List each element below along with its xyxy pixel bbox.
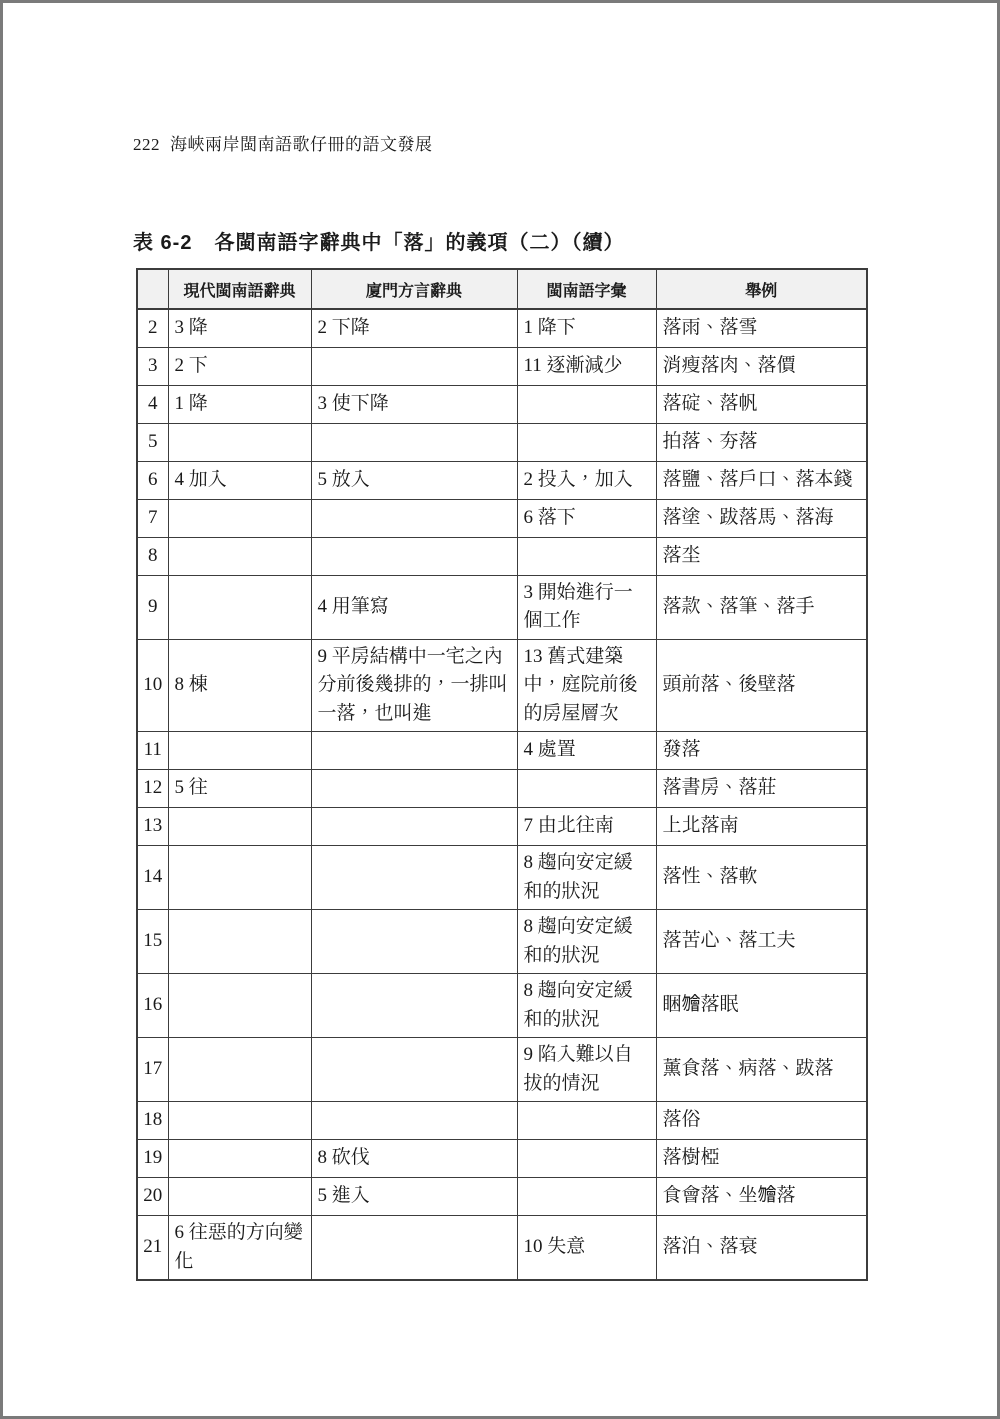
- table-caption-text: 各閩南語字辭典中「落」的義項（二）（續）: [214, 232, 625, 254]
- row-number-cell: 11: [137, 732, 168, 770]
- table-row: [137, 1102, 867, 1140]
- minnan-vocabulary-cell: [517, 385, 656, 423]
- modern-dictionary-cell: [168, 423, 311, 461]
- modern-dictionary-cell: 2 下: [168, 347, 311, 385]
- xiamen-dictionary-cell: [311, 770, 517, 808]
- examples-cell: 落苦心、落工夫: [656, 910, 867, 974]
- minnan-vocabulary-cell: 2 投入，加入: [517, 461, 656, 499]
- xiamen-dictionary-cell: 4 用筆寫: [311, 575, 517, 639]
- column-header-minnan-vocabulary: 閩南語字彙: [517, 269, 656, 309]
- table-row: [137, 423, 867, 461]
- table-row: [137, 1216, 867, 1281]
- xiamen-dictionary-cell: [311, 423, 517, 461]
- examples-cell: 落樹椏: [656, 1140, 867, 1178]
- table-row: [137, 910, 867, 974]
- modern-dictionary-cell: 1 降: [168, 385, 311, 423]
- xiamen-dictionary-cell: [311, 537, 517, 575]
- column-header-modern-dictionary: 現代閩南語辭典: [168, 269, 311, 309]
- xiamen-dictionary-cell: [311, 732, 517, 770]
- modern-dictionary-cell: [168, 974, 311, 1038]
- examples-cell: 拍落、夯落: [656, 423, 867, 461]
- modern-dictionary-cell: 4 加入: [168, 461, 311, 499]
- table-row: [137, 499, 867, 537]
- modern-dictionary-cell: [168, 846, 311, 910]
- examples-cell: 落書房、落莊: [656, 770, 867, 808]
- minnan-vocabulary-cell: [517, 1102, 656, 1140]
- row-number-cell: 4: [137, 385, 168, 423]
- row-number-cell: 2: [137, 309, 168, 347]
- dictionary-meanings-table: [136, 268, 868, 1281]
- row-number-cell: 19: [137, 1140, 168, 1178]
- table-row: [137, 1038, 867, 1102]
- row-number-cell: 7: [137, 499, 168, 537]
- xiamen-dictionary-cell: 2 下降: [311, 309, 517, 347]
- row-number-cell: 13: [137, 808, 168, 846]
- examples-cell: 落鹽、落戶口、落本錢: [656, 461, 867, 499]
- table-row: [137, 461, 867, 499]
- modern-dictionary-cell: [168, 1178, 311, 1216]
- row-number-cell: 12: [137, 770, 168, 808]
- examples-cell: 落俗: [656, 1102, 867, 1140]
- running-header: [133, 130, 433, 155]
- column-header-xiamen-dictionary: 廈門方言辭典: [311, 269, 517, 309]
- minnan-vocabulary-cell: [517, 537, 656, 575]
- modern-dictionary-cell: [168, 1102, 311, 1140]
- table-row: [137, 309, 867, 347]
- modern-dictionary-cell: [168, 537, 311, 575]
- table-row: [137, 537, 867, 575]
- page-number: 222: [133, 135, 160, 154]
- examples-cell: 落款、落筆、落手: [656, 575, 867, 639]
- table-row: [137, 1140, 867, 1178]
- modern-dictionary-cell: [168, 575, 311, 639]
- xiamen-dictionary-cell: [311, 808, 517, 846]
- xiamen-dictionary-cell: 3 使下降: [311, 385, 517, 423]
- minnan-vocabulary-cell: [517, 770, 656, 808]
- minnan-vocabulary-cell: 3 開始進行一個工作: [517, 575, 656, 639]
- xiamen-dictionary-cell: [311, 1216, 517, 1281]
- xiamen-dictionary-cell: 8 砍伐: [311, 1140, 517, 1178]
- xiamen-dictionary-cell: 5 進入: [311, 1178, 517, 1216]
- minnan-vocabulary-cell: 7 由北往南: [517, 808, 656, 846]
- row-number-cell: 15: [137, 910, 168, 974]
- xiamen-dictionary-cell: [311, 910, 517, 974]
- row-number-cell: 17: [137, 1038, 168, 1102]
- row-number-cell: 10: [137, 639, 168, 732]
- modern-dictionary-cell: [168, 1140, 311, 1178]
- column-header-row-number: [137, 269, 168, 309]
- row-number-cell: 14: [137, 846, 168, 910]
- row-number-cell: 5: [137, 423, 168, 461]
- modern-dictionary-cell: 3 降: [168, 309, 311, 347]
- modern-dictionary-cell: [168, 808, 311, 846]
- modern-dictionary-cell: [168, 732, 311, 770]
- xiamen-dictionary-cell: [311, 1102, 517, 1140]
- examples-cell: 落塗、跋落馬、落海: [656, 499, 867, 537]
- table-row: [137, 639, 867, 732]
- minnan-vocabulary-cell: 4 處置: [517, 732, 656, 770]
- minnan-vocabulary-cell: [517, 1140, 656, 1178]
- table-row: [137, 974, 867, 1038]
- examples-cell: 發落: [656, 732, 867, 770]
- column-header-examples: 舉例: [656, 269, 867, 309]
- minnan-vocabulary-cell: 8 趨向安定緩和的狀況: [517, 910, 656, 974]
- modern-dictionary-cell: 8 棟: [168, 639, 311, 732]
- table-caption: [133, 226, 624, 255]
- minnan-vocabulary-cell: 1 降下: [517, 309, 656, 347]
- examples-cell: 上北落南: [656, 808, 867, 846]
- row-number-cell: 9: [137, 575, 168, 639]
- table-row: [137, 385, 867, 423]
- minnan-vocabulary-cell: 6 落下: [517, 499, 656, 537]
- examples-cell: 頭前落、後壁落: [656, 639, 867, 732]
- minnan-vocabulary-cell: 8 趨向安定緩和的狀況: [517, 974, 656, 1038]
- xiamen-dictionary-cell: 9 平房結構中一宅之內分前後幾排的，一排叫一落，也叫進: [311, 639, 517, 732]
- examples-cell: 落性、落軟: [656, 846, 867, 910]
- table-caption-label: 表 6-2: [133, 232, 193, 254]
- xiamen-dictionary-cell: 5 放入: [311, 461, 517, 499]
- examples-cell: 消瘦落肉、落價: [656, 347, 867, 385]
- examples-cell: 食會落、坐𣍐落: [656, 1178, 867, 1216]
- running-title: 海峽兩岸閩南語歌仔冊的語文發展: [170, 135, 433, 154]
- row-number-cell: 6: [137, 461, 168, 499]
- table-row: [137, 732, 867, 770]
- row-number-cell: 16: [137, 974, 168, 1038]
- minnan-vocabulary-cell: 11 逐漸減少: [517, 347, 656, 385]
- minnan-vocabulary-cell: 9 陷入難以自拔的情況: [517, 1038, 656, 1102]
- minnan-vocabulary-cell: [517, 1178, 656, 1216]
- xiamen-dictionary-cell: [311, 1038, 517, 1102]
- xiamen-dictionary-cell: [311, 974, 517, 1038]
- row-number-cell: 21: [137, 1216, 168, 1281]
- examples-cell: 落泊、落衰: [656, 1216, 867, 1281]
- row-number-cell: 8: [137, 537, 168, 575]
- xiamen-dictionary-cell: [311, 347, 517, 385]
- table-row: [137, 770, 867, 808]
- row-number-cell: 20: [137, 1178, 168, 1216]
- minnan-vocabulary-cell: [517, 423, 656, 461]
- minnan-vocabulary-cell: 10 失意: [517, 1216, 656, 1281]
- examples-cell: 睏𣍐落眠: [656, 974, 867, 1038]
- modern-dictionary-cell: [168, 1038, 311, 1102]
- table-row: [137, 846, 867, 910]
- examples-cell: 落雨、落雪: [656, 309, 867, 347]
- xiamen-dictionary-cell: [311, 499, 517, 537]
- minnan-vocabulary-cell: 8 趨向安定緩和的狀況: [517, 846, 656, 910]
- modern-dictionary-cell: 6 往惡的方向變化: [168, 1216, 311, 1281]
- table-row: [137, 1178, 867, 1216]
- minnan-vocabulary-cell: 13 舊式建築中，庭院前後的房屋層次: [517, 639, 656, 732]
- modern-dictionary-cell: [168, 499, 311, 537]
- modern-dictionary-cell: 5 往: [168, 770, 311, 808]
- examples-cell: 落碇、落帆: [656, 385, 867, 423]
- examples-cell: 薰食落、病落、跋落: [656, 1038, 867, 1102]
- table-header-row: [137, 269, 867, 309]
- table-row: [137, 808, 867, 846]
- xiamen-dictionary-cell: [311, 846, 517, 910]
- table-row: [137, 347, 867, 385]
- examples-cell: 落坔: [656, 537, 867, 575]
- row-number-cell: 18: [137, 1102, 168, 1140]
- row-number-cell: 3: [137, 347, 168, 385]
- table-row: [137, 575, 867, 639]
- modern-dictionary-cell: [168, 910, 311, 974]
